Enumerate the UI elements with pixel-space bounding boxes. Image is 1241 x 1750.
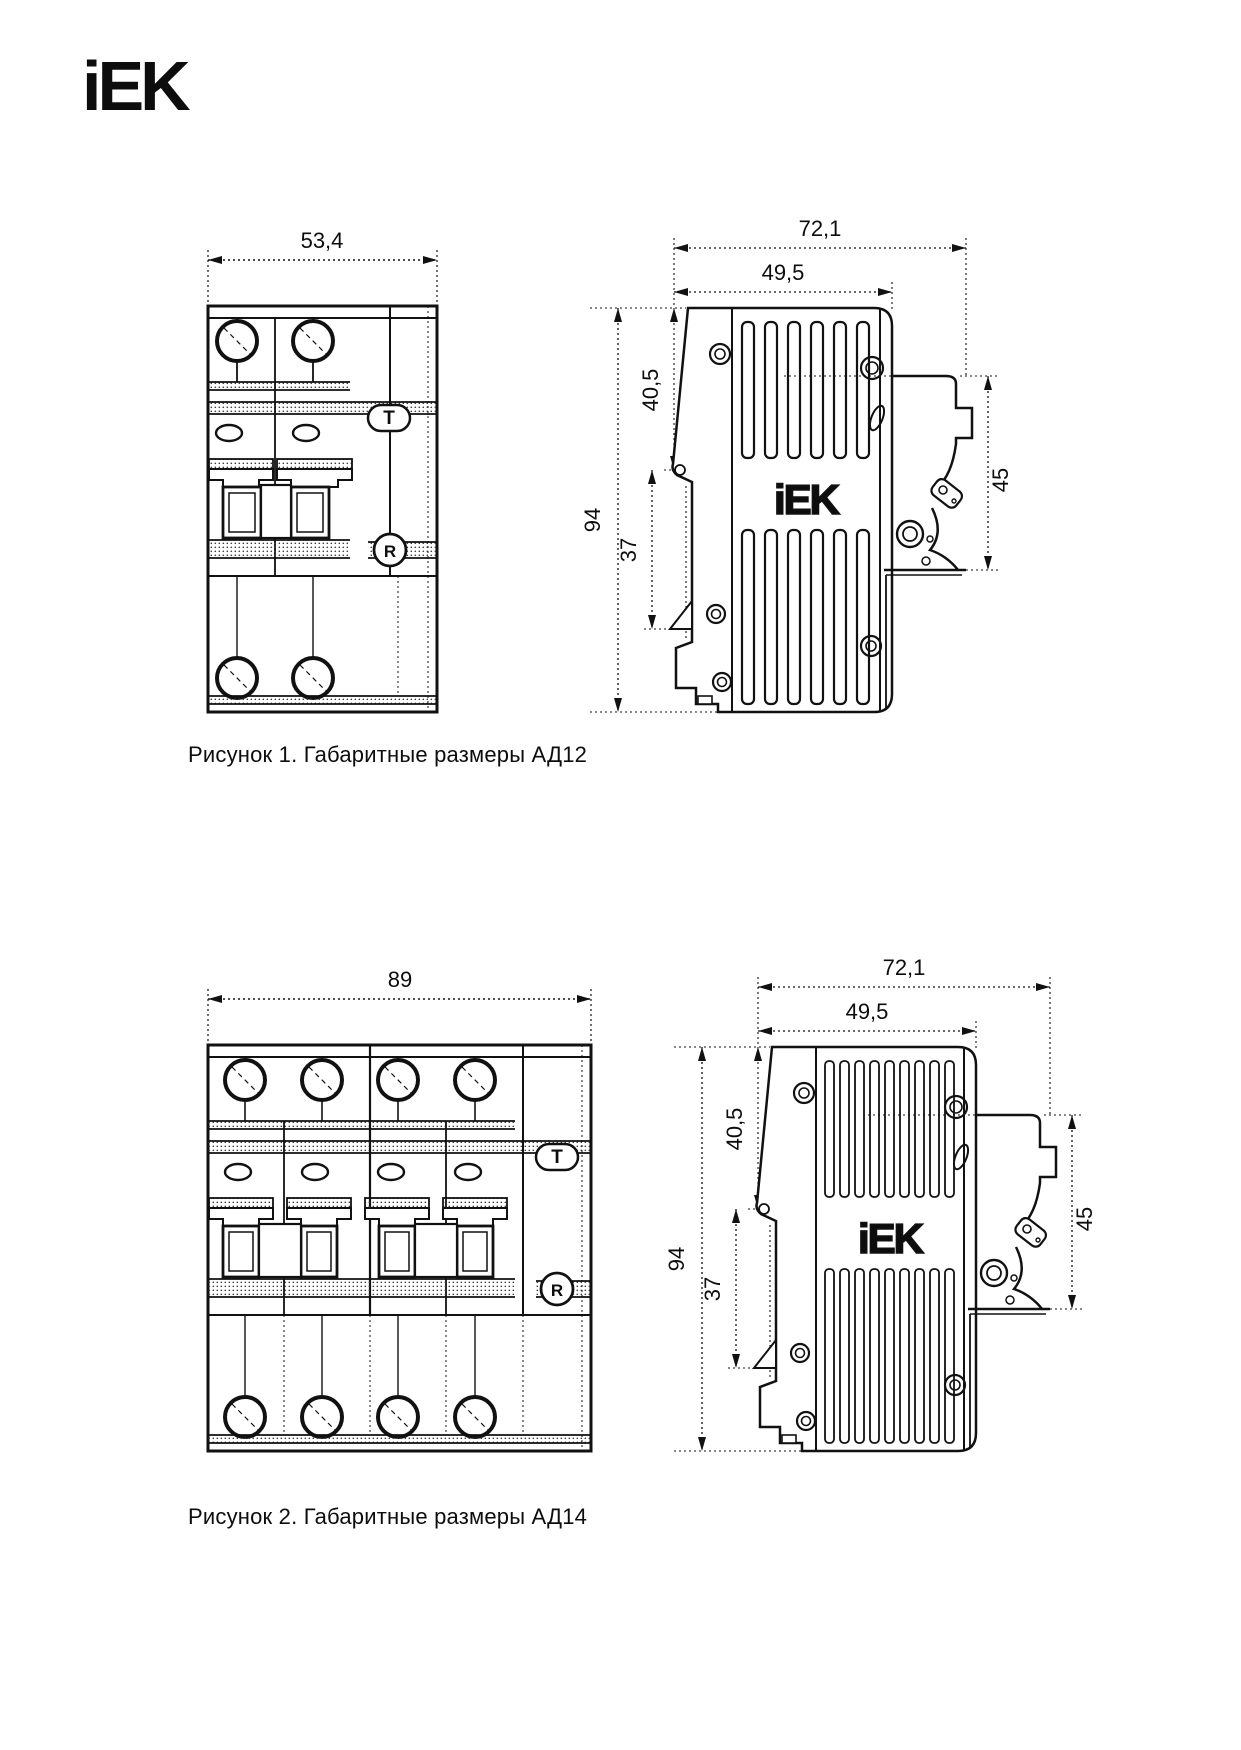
arrowhead-left <box>208 256 222 264</box>
din-clip-pointer <box>754 1340 776 1368</box>
dimension-label-94: 94 <box>664 1246 689 1272</box>
figure2-caption: Рисунок 2. Габаритные размеры АД14 <box>188 1504 588 1529</box>
dimension-label-94: 94 <box>580 507 605 533</box>
fig2-side-dim-panel-height <box>1044 1115 1097 1309</box>
bottom-foot-tab <box>782 1435 796 1443</box>
dimension-label-72-1: 72,1 <box>798 218 842 241</box>
lever-tie-bar <box>259 1224 301 1277</box>
toggle-lever-side <box>1013 1216 1048 1249</box>
test-button <box>368 405 410 431</box>
reset-button <box>541 1273 573 1305</box>
fig1-front-view <box>194 222 454 732</box>
fig1-side-dim-panel-height <box>960 376 1013 570</box>
arrowhead-right <box>423 256 437 264</box>
fig2-side-dim-rail-depth <box>700 1209 780 1368</box>
fig2-side-dim-cover-width <box>758 999 976 1049</box>
fig1-front-dimension-width <box>208 228 437 306</box>
dimension-label-49-5: 49,5 <box>845 999 889 1024</box>
iek-logo <box>78 44 228 124</box>
dimension-label-53-4: 53,4 <box>300 228 344 253</box>
dimension-label-45: 45 <box>988 467 1013 493</box>
iek-emboss-text: iEK <box>857 1215 923 1262</box>
fig2-front-view <box>200 961 600 1471</box>
test-button-label: T <box>383 408 395 429</box>
fig2-front-dimension-width <box>208 967 591 1045</box>
dimension-label-37: 37 <box>700 1276 725 1302</box>
dimension-label-37: 37 <box>616 537 641 563</box>
dimension-label-89: 89 <box>387 967 413 992</box>
iek-logo-text: iEK <box>82 47 187 124</box>
lever-tie-bar <box>415 1224 457 1277</box>
dimension-label-72-1: 72,1 <box>882 957 926 980</box>
reset-button-label: R <box>383 542 397 561</box>
dimension-label-40-5: 40,5 <box>722 1107 747 1151</box>
fig1-front-body <box>208 306 437 712</box>
fig2-side-view <box>658 957 1108 1497</box>
toggle-lever-side <box>929 477 964 510</box>
test-button-label: T <box>551 1147 563 1168</box>
dimension-label-40-5: 40,5 <box>638 368 663 412</box>
iek-emboss-text: iEK <box>773 476 839 523</box>
reset-button-label: R <box>550 1281 564 1300</box>
lever-tie-bar <box>261 485 291 538</box>
dimension-label-49-5: 49,5 <box>761 260 805 285</box>
reset-button <box>374 534 406 566</box>
test-button <box>536 1144 578 1170</box>
dimension-label-45: 45 <box>1072 1206 1097 1232</box>
fig1-side-dim-rail-depth <box>616 470 696 629</box>
panel-screw <box>981 1260 1007 1286</box>
bottom-foot-tab <box>698 696 712 704</box>
din-clip-pointer <box>670 601 692 629</box>
figure1-caption: Рисунок 1. Габаритные размеры АД12 <box>188 742 588 767</box>
panel-screw <box>897 521 923 547</box>
fig1-side-view <box>574 218 1024 758</box>
fig1-side-dim-cover-width <box>674 260 892 310</box>
